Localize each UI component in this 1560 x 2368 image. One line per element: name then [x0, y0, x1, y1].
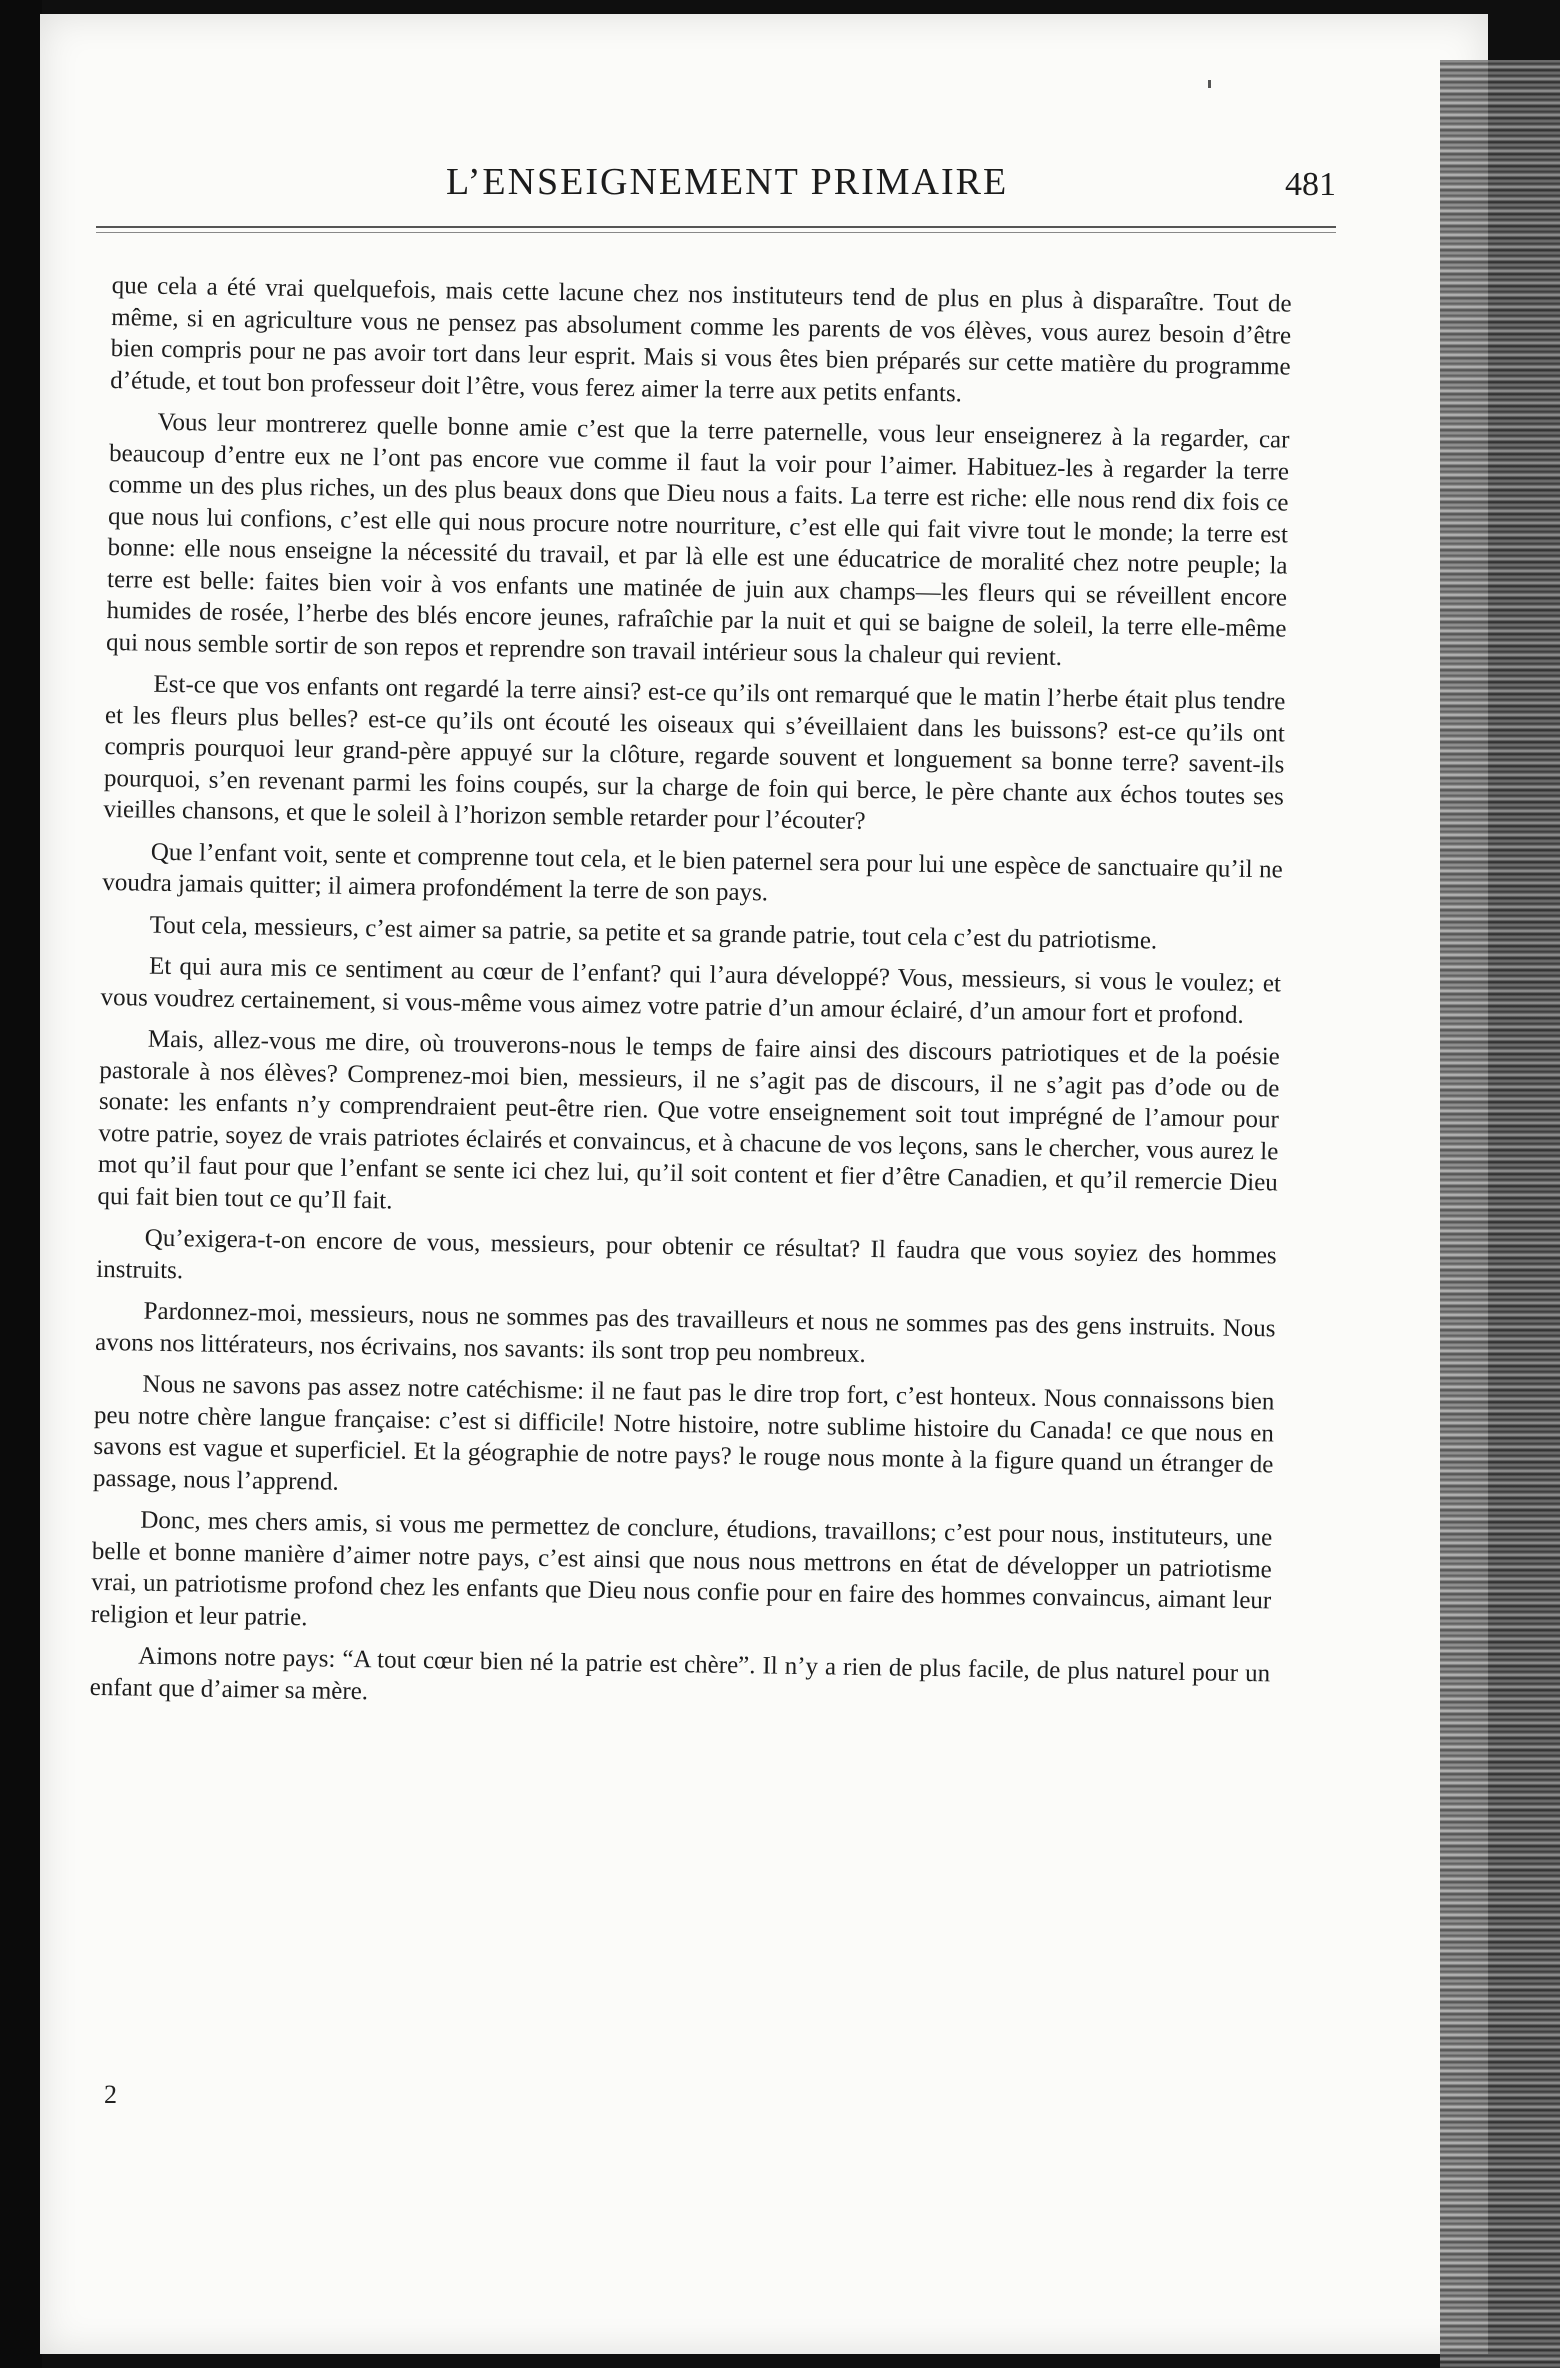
paragraph: Est-ce que vos enfants ont regardé la terre ainsi? est-ce qu’ils ont remarqué que le matin l’herbe était plus tendre et les fleurs plus belles? est-ce qu’ils ont écouté les oiseaux qui s’éveillaient dans les buissons? est-ce qu’ils ont compris pourquoi leur grand-père appuyé sur la clôture, regarde souvent et longuement sa bonne terre? savent-ils pourquoi, s’en revenant parmi les foins coupés, sur la charge de foin qui berce, le père chante aux échos toutes ses vieilles chansons, et que le soleil à l’horizon semble retarder pour l’écouter?	[103, 670, 1286, 835]
paragraph: Et qui aura mis ce sentiment au cœur de l’enfant? qui l’aura développé? Vous, messieurs, si vous le voulez; et vous voudrez certainement, si vous-même vous aimez votre patrie d’un amour éclairé, d’un amour fort et profond.	[100, 952, 1282, 1029]
paragraph: Aimons notre pays: “A tout cœur bien né la patrie est chère”. Il n’y a rien de plus facile, de plus naturel pour un enfant que d’aimer sa mère.	[89, 1642, 1271, 1705]
paragraph: Pardonnez-moi, messieurs, nous ne sommes pas des travailleurs et nous ne sommes pas des gens instruits. Nous avons nos littérateurs, nos écrivains, nos savants: ils sont trop peu nombreux.	[94, 1297, 1276, 1368]
left-binding-shadow	[0, 0, 42, 2368]
paragraph: Que l’enfant voit, sente et comprenne tout cela, et le bien paternel sera pour lui une espèce de sanctuaire qu’il ne voudra jamais quitter; il aimera profondément la terre de son pays.	[102, 838, 1283, 907]
page-number: 481	[1285, 166, 1336, 203]
paragraph: Nous ne savons pas assez notre catéchisme: il ne faut pas le dire trop fort, c’est honteux. Nous connaissons bien peu notre chère langue française: c’est si difficile! Notre histoire, notre sublime histoire du Canada! ce que nous en savons est vague et superficiel. Et la géographie de notre pays? le rouge nous monte à la figure quand un étranger de passage, nous l’apprend.	[92, 1370, 1275, 1496]
page-header	[96, 160, 1336, 220]
header-rule-thin	[96, 232, 1336, 233]
paragraph: Vous leur montrerez quelle bonne amie c’est que la terre paternelle, vous leur enseignerez à la regarder, car beaucoup d’entre eux ne l’ont pas encore vue comme il faut la voir pour l’aimer. Habituez-les à regarder la terre comme un des plus riches, un des plus beaux dons que Dieu nous a faits. La terre est riche: elle nous rend dix fois ce que nous lui confions, c’est elle qui nous procure notre nourriture, c’est elle qui fait vivre tout le monde; la terre est bonne: elle nous enseigne la nécessité du travail, et par là elle est une éducatrice de moralité chez notre peuple; la terre est belle: faites bien voir à vos enfants une matinée de juin aux champs—les fleurs qui se réveillent encore humides de rosée, l’herbe des blés encore jeunes, rafraîchie par la nuit et qui se baigne de soleil, la terre elle-même qui nous semble sortir de son repos et reprendre son travail intérieur sous la chaleur qui revient.	[105, 408, 1290, 671]
paragraph: Tout cela, messieurs, c’est aimer sa patrie, sa petite et sa grande patrie, tout cela c’est du patriotisme.	[149, 911, 1158, 954]
paragraph: Qu’exigera-t-on encore de vous, messieurs, pour obtenir ce résultat? Il faudra que vous soyiez des hommes instruits.	[96, 1224, 1277, 1284]
signature-mark: 2	[104, 2080, 117, 2109]
paragraph: que cela a été vrai quelquefois, mais cette lacune chez nos instituteurs tend de plus en plus à disparaître. Tout de même, si en agriculture vous ne pensez pas absolument comme les parents de vos élèves, vous aurez besoin d’être bien compris pour ne pas avoir tort dans leur esprit. Mais si vous êtes bien préparés sur cette matière du programme d’étude, et tout bon professeur doit l’être, vous ferez aimer la terre aux petits enfants.	[110, 271, 1292, 407]
page-edges	[1440, 60, 1560, 2368]
header-rule	[96, 226, 1336, 228]
running-title: L’ENSEIGNEMENT PRIMAIRE	[446, 161, 1009, 203]
print-speck	[1208, 80, 1211, 88]
paragraph: Donc, mes chers amis, si vous me permettez de conclure, étudions, travaillons; c’est pour nous, instituteurs, une belle et bonne manière d’aimer notre pays, c’est ainsi que nous nous mettrons en état de développer un patriotisme vrai, un patriotisme profond chez les enfants que Dieu nous confie pour en faire des hommes convaincus, aimant leur religion et leur patrie.	[90, 1506, 1273, 1631]
body-text	[84, 270, 1292, 2088]
paragraph: Mais, allez-vous me dire, où trouverons-nous le temps de faire ainsi des discours patriotiques et de la poésie pastorale à nos élèves? Comprenez-moi bien, messieurs, il ne s’agit pas de discours, il ne s’agit pas d’ode ou de sonate: les enfants n’y comprendraient peut-être rien. Que votre enseignement soit tout imprégné de l’amour pour votre patrie, soyez de vrais patriotes éclairés et convaincus, et à chacune de vos leçons, sans le chercher, vous aurez le mot qu’il faut pour que l’enfant se sente ici chez lui, qu’il soit content et fier d’être Canadien, et qu’il remercie Dieu qui fait bien tout ce qu’Il fait.	[97, 1025, 1280, 1215]
